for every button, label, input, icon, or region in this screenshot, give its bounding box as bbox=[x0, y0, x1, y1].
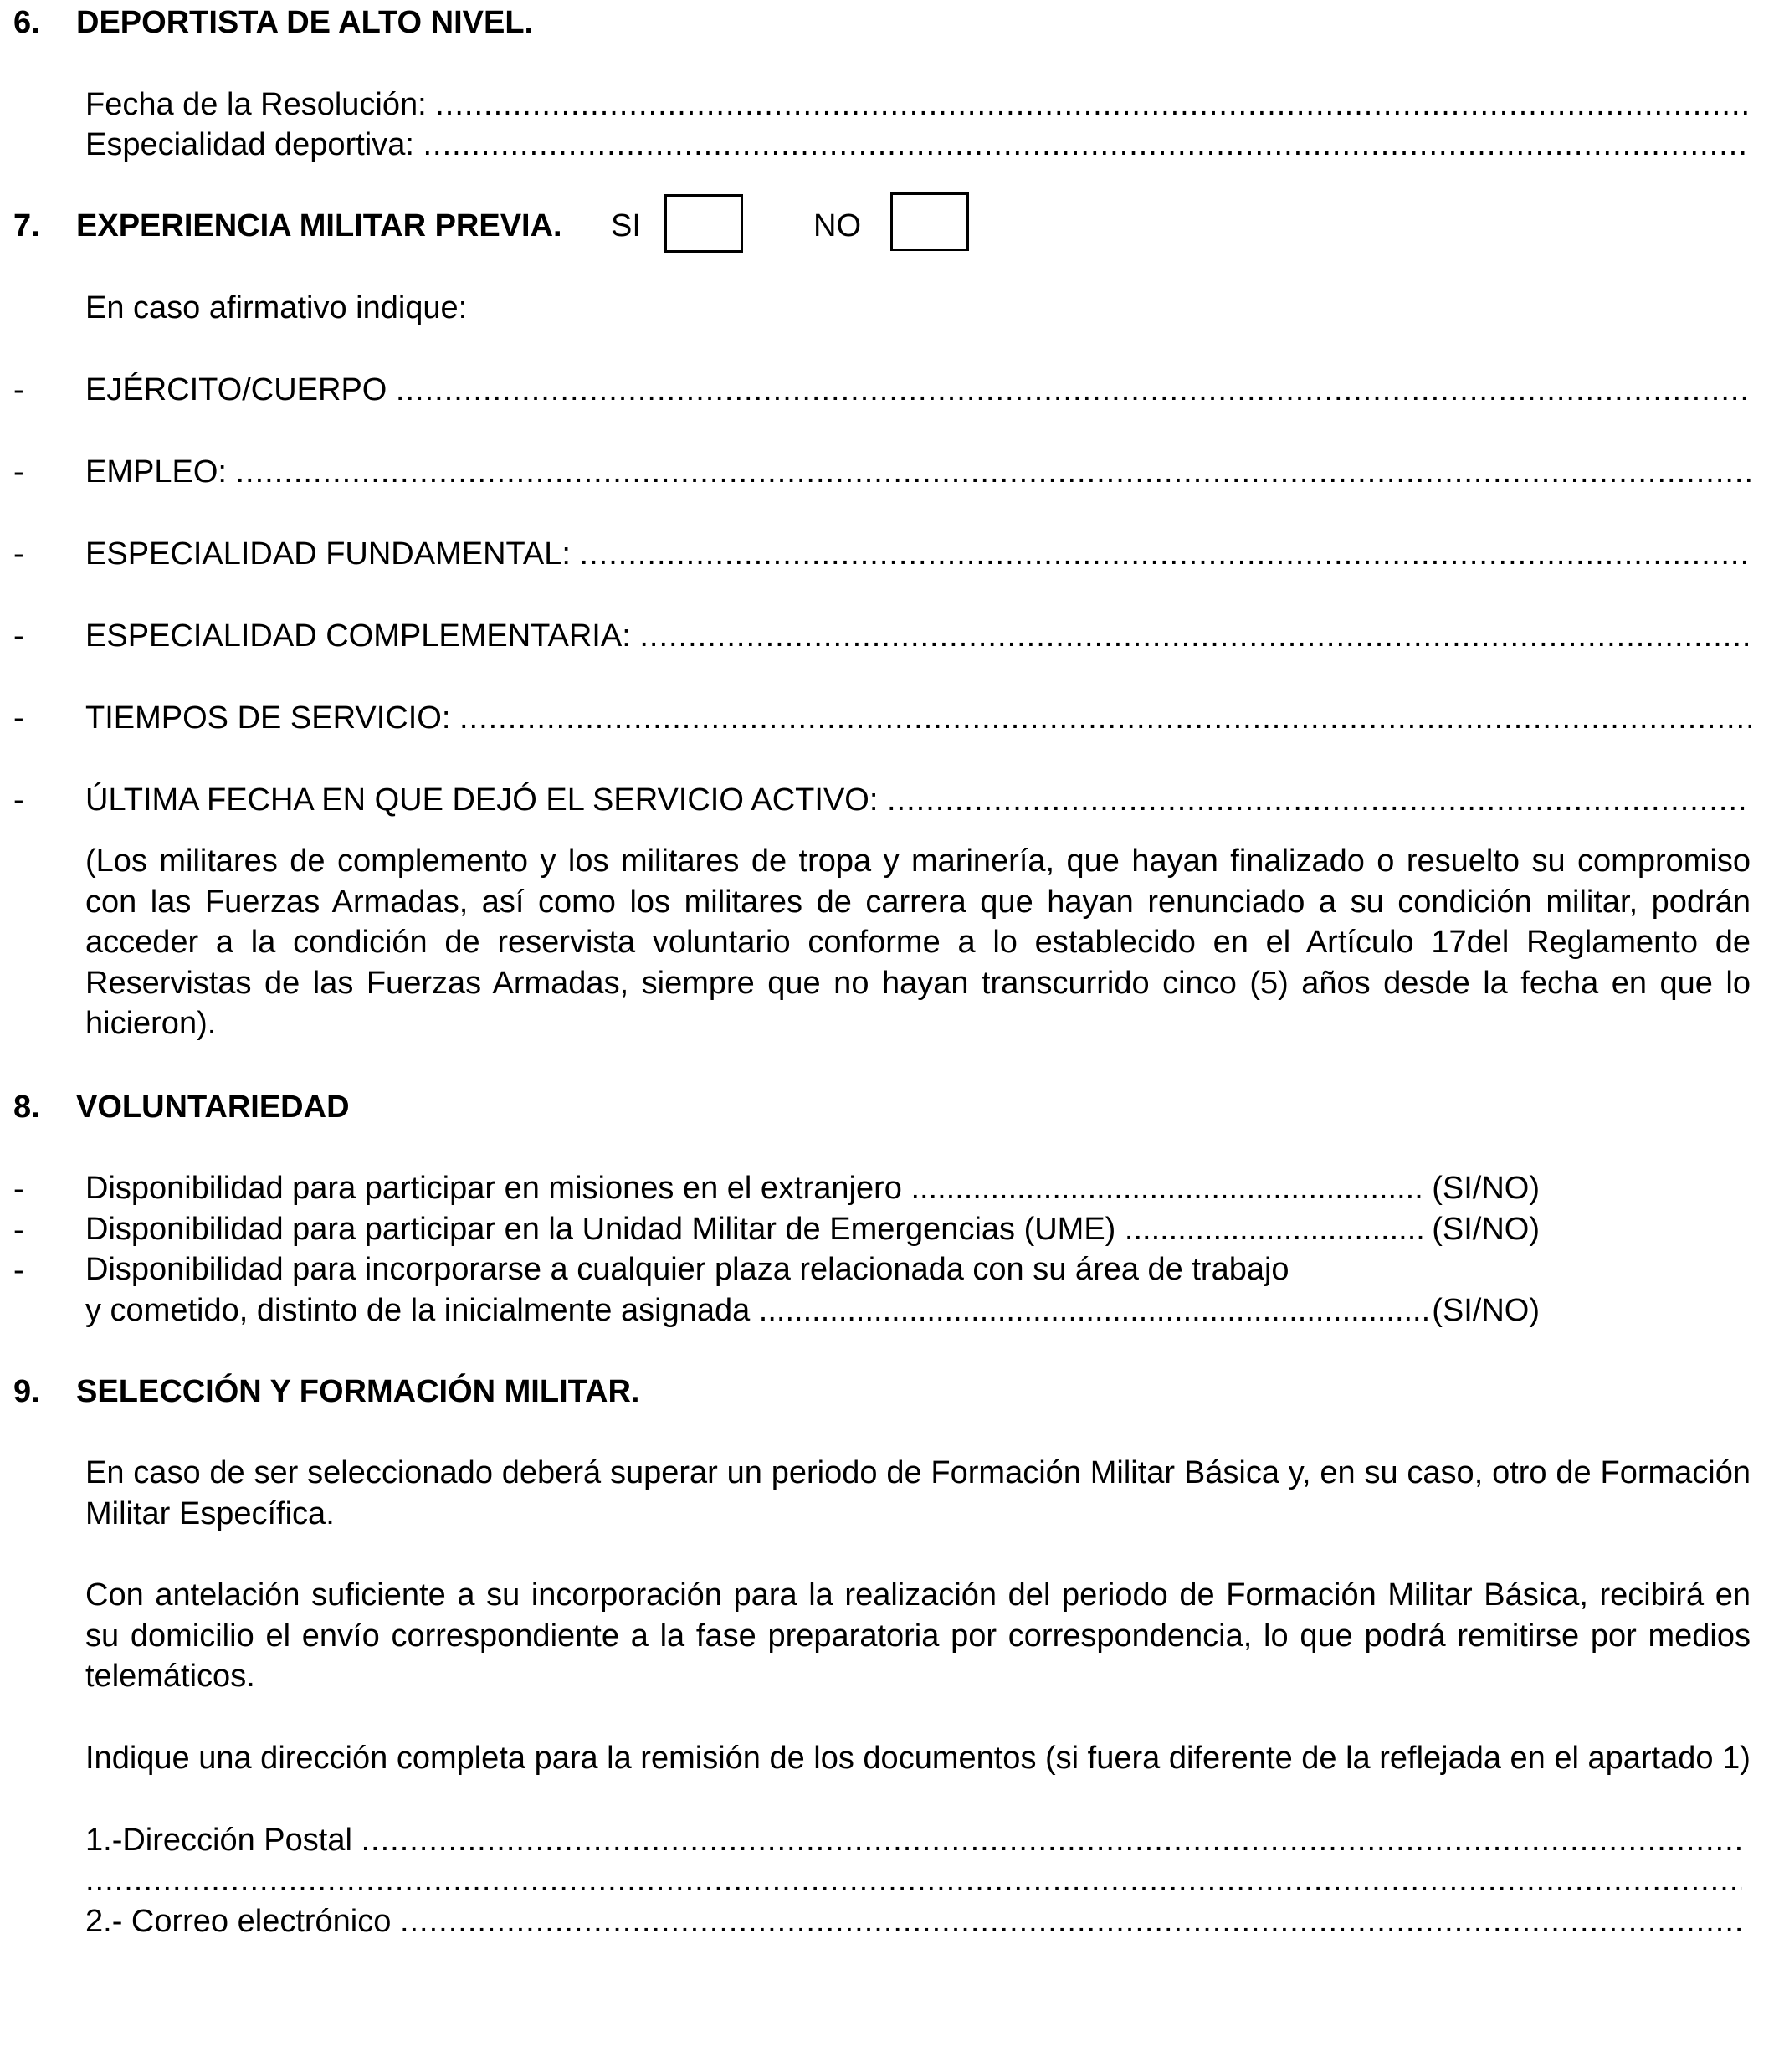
section-title: DEPORTISTA DE ALTO NIVEL. bbox=[76, 5, 534, 40]
fill-line bbox=[639, 617, 1751, 655]
yes-checkbox[interactable] bbox=[664, 194, 743, 253]
sport-specialty-field[interactable] bbox=[85, 126, 1751, 164]
fill-line bbox=[396, 371, 1751, 409]
fill-line bbox=[910, 1168, 1423, 1209]
section-title: EXPERIENCIA MILITAR PREVIA. bbox=[76, 208, 562, 244]
field-label: ESPECIALIDAD COMPLEMENTARIA: bbox=[85, 618, 640, 654]
list-dash: - bbox=[13, 700, 24, 736]
item-label: Disponibilidad para incorporarse a cualquier plaza relacionada con su área de trabajo bbox=[85, 1252, 1289, 1287]
fill-line bbox=[580, 535, 1751, 573]
voluntary-item-abroad[interactable] bbox=[85, 1168, 1540, 1209]
list-dash: - bbox=[13, 782, 24, 818]
fill-line bbox=[435, 85, 1751, 124]
list-dash: - bbox=[13, 1213, 24, 1248]
list-dash: - bbox=[13, 372, 24, 408]
fill-line bbox=[236, 453, 1751, 491]
field-label: TIEMPOS DE SERVICIO: bbox=[85, 700, 459, 736]
list-dash: - bbox=[13, 618, 24, 654]
fill-line bbox=[459, 699, 1751, 737]
item-label: y cometido, distinto de la inicialmente asignada bbox=[85, 1292, 759, 1328]
list-dash: - bbox=[13, 536, 24, 572]
fill-line bbox=[423, 126, 1751, 164]
section-number: 6. bbox=[13, 5, 40, 40]
field-label: EMPLEO: bbox=[85, 454, 236, 490]
field-label: Especialidad deportiva: bbox=[85, 127, 423, 162]
complementary-specialty-field[interactable] bbox=[85, 617, 1751, 655]
voluntary-item-ume[interactable] bbox=[85, 1209, 1540, 1250]
list-dash: - bbox=[13, 1253, 24, 1288]
no-checkbox[interactable] bbox=[890, 192, 969, 251]
field-label: ÚLTIMA FECHA EN QUE DEJÓ EL SERVICIO ACTIVO: bbox=[85, 782, 887, 818]
correspondence-paragraph: Con antelación suficiente a su incorporación para la realización del periodo de Formación Militar Básica, recibirá en su domicilio el envío correspondiente a la fase preparatoria por correspondencia, lo que podrá remitirse por medios telemáticos. bbox=[85, 1577, 1751, 1694]
section-title: SELECCIÓN Y FORMACIÓN MILITAR. bbox=[76, 1374, 640, 1409]
affirmative-intro: En caso afirmativo indique: bbox=[85, 290, 468, 326]
army-corps-field[interactable] bbox=[85, 371, 1751, 409]
fill-line bbox=[1125, 1209, 1423, 1250]
postal-address-continuation[interactable] bbox=[85, 1861, 1742, 1900]
postal-address-field[interactable] bbox=[85, 1821, 1742, 1859]
fill-line bbox=[759, 1290, 1432, 1331]
reservist-note: (Los militares de complemento y los militares de tropa y marinería, que hayan finalizado o resuelto su compromiso con las Fuerzas Armadas, así como los militares de carrera que hayan renunciado a su condición militar, podrán acceder a la condición de reservista voluntario conforme a lo establecido en el Artículo 17del Reglamento de Reservistas de las Fuerzas Armadas, siempre que no hayan transcurrido cinco (5) años desde la fecha en que lo hicieron). bbox=[85, 844, 1751, 1041]
field-label: Fecha de la Resolución: bbox=[85, 87, 436, 122]
service-time-field[interactable] bbox=[85, 699, 1751, 737]
section-number: 8. bbox=[13, 1090, 40, 1125]
voluntary-item-relocation[interactable] bbox=[85, 1290, 1540, 1331]
list-dash: - bbox=[13, 454, 24, 490]
yes-label: SI bbox=[611, 208, 641, 244]
section-number: 9. bbox=[13, 1374, 40, 1409]
field-label: ESPECIALIDAD FUNDAMENTAL: bbox=[85, 536, 580, 572]
resolution-date-field[interactable] bbox=[85, 85, 1751, 124]
voluntary-item-relocation-text bbox=[85, 1249, 1541, 1290]
fill-line bbox=[85, 1861, 1742, 1900]
field-label: EJÉRCITO/CUERPO bbox=[85, 372, 396, 408]
yes-no-answer: (SI/NO) bbox=[1432, 1292, 1540, 1328]
list-dash: - bbox=[13, 1172, 24, 1207]
no-label: NO bbox=[813, 208, 861, 244]
voluntary-list bbox=[85, 1168, 1541, 1331]
section-number: 7. bbox=[13, 208, 40, 244]
address-instructions: Indique una dirección completa para la remisión de los documentos (si fuera diferente de la reflejada en el apartado 1) bbox=[85, 1741, 1751, 1776]
fill-line bbox=[361, 1821, 1742, 1859]
section-title: VOLUNTARIEDAD bbox=[76, 1090, 350, 1125]
item-label: Disponibilidad para participar en la Unidad Militar de Emergencias (UME) bbox=[85, 1211, 1125, 1247]
yes-no-answer: (SI/NO) bbox=[1423, 1171, 1540, 1206]
fill-line bbox=[887, 781, 1751, 819]
yes-no-answer: (SI/NO) bbox=[1423, 1211, 1540, 1247]
last-active-date-field[interactable] bbox=[85, 781, 1751, 819]
field-label: 1.-Dirección Postal bbox=[85, 1823, 361, 1858]
email-field[interactable] bbox=[85, 1902, 1742, 1941]
fundamental-specialty-field[interactable] bbox=[85, 535, 1751, 573]
field-label: 2.- Correo electrónico bbox=[85, 1904, 400, 1939]
employment-field[interactable] bbox=[85, 453, 1751, 491]
item-label: Disponibilidad para participar en misiones en el extranjero bbox=[85, 1171, 911, 1206]
training-paragraph: En caso de ser seleccionado deberá superar un periodo de Formación Militar Básica y, en su caso, otro de Formación Militar Específica. bbox=[85, 1455, 1751, 1531]
fill-line bbox=[400, 1902, 1742, 1941]
